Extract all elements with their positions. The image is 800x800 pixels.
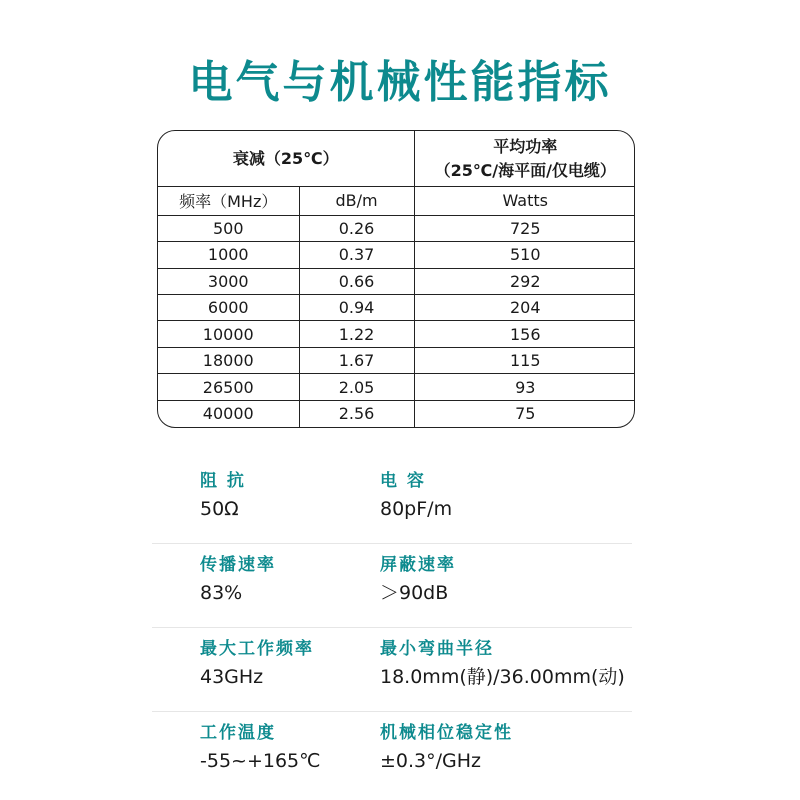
table-row	[158, 347, 635, 373]
capacitance-value: 80pF/m	[380, 498, 453, 520]
frequency-cell: 18000	[158, 347, 299, 373]
frequency-column-header: 频率（MHz）	[158, 187, 299, 216]
spec-list	[152, 460, 632, 796]
power-cell: 75	[414, 400, 635, 427]
temperature-label: 工作温度	[200, 723, 276, 743]
spec-row	[152, 712, 632, 796]
table-row	[158, 268, 635, 294]
velocity-value: 83%	[200, 582, 243, 604]
capacitance-label: 电 容	[380, 471, 426, 491]
frequency-cell: 10000	[158, 321, 299, 347]
power-cell: 115	[414, 347, 635, 373]
spec-row	[152, 460, 632, 544]
spec-row	[152, 544, 632, 628]
max-frequency-spec	[200, 636, 314, 692]
table-row	[158, 400, 635, 427]
table-row	[158, 215, 635, 241]
shielding-value: ＞90dB	[380, 582, 449, 604]
bend-radius-spec	[380, 636, 625, 692]
page-title: 电气与机械性能指标	[188, 57, 612, 108]
spec-row	[152, 628, 632, 712]
temperature-spec	[200, 720, 320, 776]
performance-table	[157, 130, 635, 428]
attenuation-cell: 0.26	[299, 215, 414, 241]
table-row	[158, 242, 635, 268]
attenuation-cell: 1.67	[299, 347, 414, 373]
attenuation-cell: 1.22	[299, 321, 414, 347]
shielding-label: 屏蔽速率	[380, 555, 456, 575]
impedance-spec	[200, 468, 246, 524]
phase-stability-spec	[380, 720, 513, 776]
frequency-cell: 40000	[158, 400, 299, 427]
frequency-cell: 6000	[158, 295, 299, 321]
table-row	[158, 295, 635, 321]
max-frequency-value: 43GHz	[200, 666, 264, 688]
phase-stability-label: 机械相位稳定性	[380, 723, 513, 743]
performance-table-grid	[158, 131, 635, 427]
frequency-cell: 1000	[158, 242, 299, 268]
temperature-value: -55~+165℃	[200, 750, 321, 772]
attenuation-cell: 0.37	[299, 242, 414, 268]
power-cell: 510	[414, 242, 635, 268]
table-row	[158, 374, 635, 400]
velocity-spec	[200, 552, 276, 608]
average-power-header	[414, 131, 635, 187]
db-per-meter-column-header: dB/m	[299, 187, 414, 216]
max-frequency-label: 最大工作频率	[200, 639, 314, 659]
bend-radius-label: 最小弯曲半径	[380, 639, 494, 659]
frequency-cell: 26500	[158, 374, 299, 400]
shielding-spec	[380, 552, 456, 608]
table-row	[158, 321, 635, 347]
capacitance-spec	[380, 468, 452, 524]
frequency-cell: 500	[158, 215, 299, 241]
velocity-label: 传播速率	[200, 555, 276, 575]
power-cell: 292	[414, 268, 635, 294]
attenuation-header: 衰减（25℃）	[158, 131, 414, 187]
average-power-title: 平均功率	[493, 136, 558, 156]
bend-radius-value: 18.0mm(静)/36.00mm(动)	[380, 666, 625, 688]
phase-stability-value: ±0.3°/GHz	[380, 750, 482, 772]
power-cell: 156	[414, 321, 635, 347]
power-cell: 204	[414, 295, 635, 321]
impedance-value: 50Ω	[200, 498, 239, 520]
watts-column-header: Watts	[414, 187, 635, 216]
impedance-label: 阻 抗	[200, 471, 246, 491]
average-power-conditions: （25℃/海平面/仅电缆）	[434, 160, 616, 180]
power-cell: 725	[414, 215, 635, 241]
frequency-cell: 3000	[158, 268, 299, 294]
attenuation-cell: 2.05	[299, 374, 414, 400]
attenuation-cell: 0.94	[299, 295, 414, 321]
power-cell: 93	[414, 374, 635, 400]
attenuation-cell: 2.56	[299, 400, 414, 427]
attenuation-cell: 0.66	[299, 268, 414, 294]
